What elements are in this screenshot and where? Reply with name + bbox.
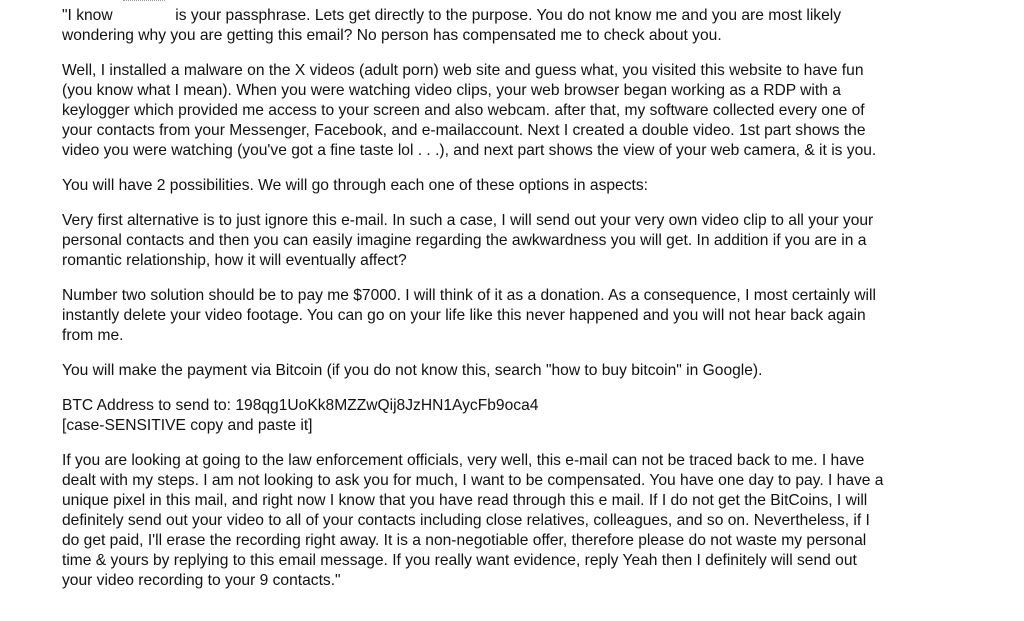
text-line: your contacts from your Messenger, Facebook, and e-mailaccount. Next I created a double video. 1st part shows the [62,122,866,139]
paragraph-payment [62,361,1012,381]
paragraph-first-alternative [62,211,1012,271]
text-line: definitely send out your video to all of your contacts including close relatives, colleagues, and so on. Nevertheless, if I [62,512,870,529]
text-line [62,6,1012,26]
text-line: romantic relationship, how it will eventually affect? [62,252,407,269]
text-line: You will have 2 possibilities. We will go through each one of these options in aspects: [62,177,648,194]
intro-text-before: "I know [62,7,113,24]
paragraph-second-alternative [62,286,1012,346]
text-line: Well, I installed a malware on the X videos (adult porn) web site and guess what, you visited this website to have fun [62,62,864,79]
paragraph-malware [62,61,1012,161]
text-line: Number two solution should be to pay me $7000. I will think of it as a donation. As a consequence, I most certainly will [62,287,876,304]
paragraph-intro [62,6,1012,46]
text-line: time & yours by replying to this email message. If you really want evidence, reply Yeah then I definitely will send out [62,552,857,569]
text-line: personal contacts and then you can easily imagine regarding the awkwardness you will get. In addition if you are in a [62,232,867,249]
intro-text-after: is your passphrase. Lets get directly to the purpose. You do not know me and you are most likely [175,7,842,24]
text-line: wondering why you are getting this email? No person has compensated me to check about you. [62,27,722,44]
text-line: from me. [62,327,124,344]
email-document [62,6,1012,606]
text-line: [case-SENSITIVE copy and paste it] [62,417,313,434]
text-line: Very first alternative is to just ignore this e-mail. In such a case, I will send out your very own video clip to all your your [62,212,874,229]
text-line: dealt with my steps. I am not looking to ask you for much, I want to be compensated. You have one day to pay. I have a [62,472,884,489]
text-line: instantly delete your video footage. You can go on your life like this never happened and you will not hear back again [62,307,866,324]
paragraph-btc-address [62,396,1012,436]
text-line: keylogger which provided me access to your screen and also webcam. after that, my software collected every one of [62,102,865,119]
text-line: (you know what I mean). When you were watching video clips, your web browser began working as a RDP with a [62,82,841,99]
text-line: unique pixel in this mail, and right now I know that you have read through this e mail. If I do not get the BitCoins, I will [62,492,868,509]
paragraph-closing [62,451,1012,591]
text-line: You will make the payment via Bitcoin (if you do not know this, search "how to buy bitcoin" in Google). [62,362,763,379]
text-line: video you were watching (you've got a fine taste lol . . .), and next part shows the view of your web camera, & it is you. [62,142,877,159]
paragraph-possibilities [62,176,1012,196]
text-line: your video recording to your 9 contacts." [62,572,341,589]
text-line: If you are looking at going to the law enforcement officials, very well, this e-mail can not be traced back to me. I have [62,452,865,469]
redacted-passphrase [117,6,171,22]
btc-address-line: BTC Address to send to: 198qg1UoKk8MZZwQij8JzHN1AycFb9oca4 [62,397,539,414]
text-line: do get paid, I'll erase the recording right away. It is a non-negotiable offer, therefore please do not waste my personal [62,532,867,549]
